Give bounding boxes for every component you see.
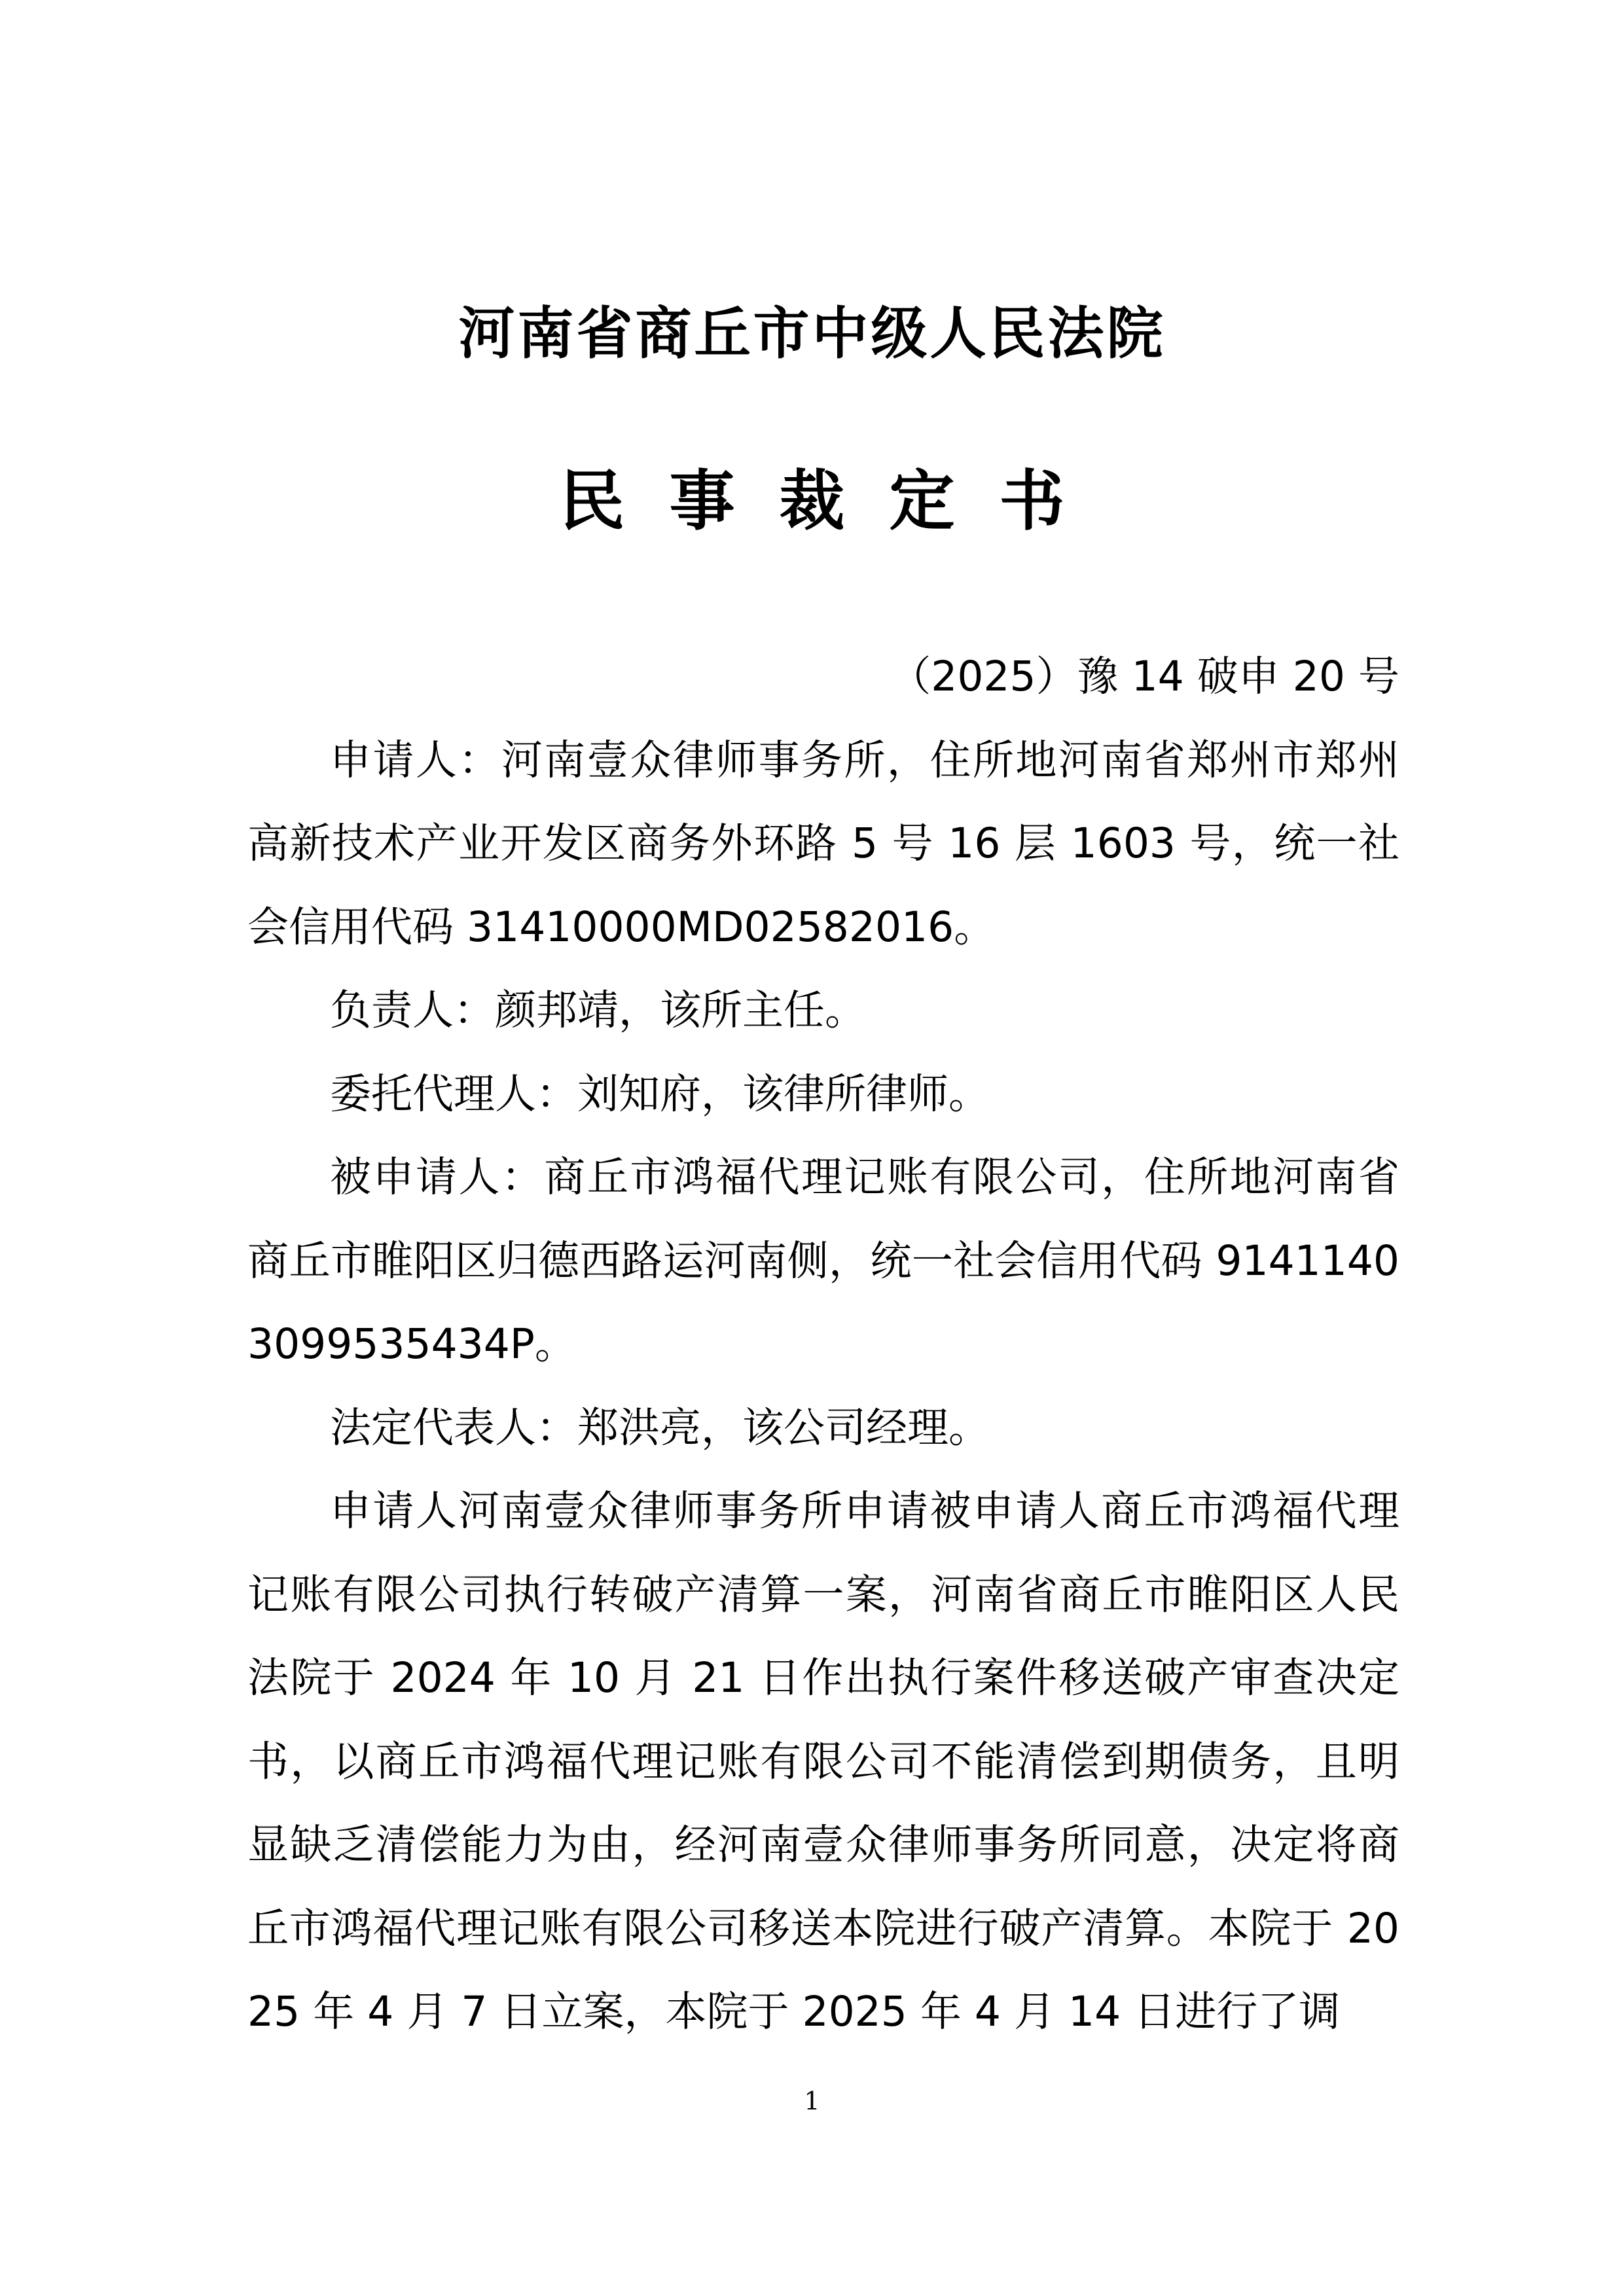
document-type-char: 书: [999, 462, 1065, 539]
page-number: 1: [804, 2087, 820, 2115]
document-body: [247, 635, 1399, 2054]
document-type-char: 裁: [779, 462, 845, 539]
case-facts-paragraph: 申请人河南壹众律师事务所申请被申请人商丘市鸿福代理记账有限公司执行转破产清算一案，河南省商丘市睢阳区人民法院于 2024 年 10 月 21 日作出执行案件移送破产审查决定书，以商丘市鸿福代理记账有限公司不能清偿到期债务，且明显缺乏清偿能力为由，经河南壹众律师事务所同意，决定将商丘市鸿福代理记账有限公司移送本院进行破产清算。本院于 2025 年 4 月 7 日立案，本院于 2025 年 4 月 14 日进行了调: [247, 1487, 1399, 2036]
document-type-char: 民: [559, 462, 625, 539]
court-name: 河南省商丘市中级人民法院: [458, 300, 1166, 367]
applicant-principal-paragraph: 负责人：颜邦靖，该所主任。: [330, 986, 866, 1034]
respondent-paragraph: 被申请人：商丘市鸿福代理记账有限公司，住所地河南省商丘市睢阳区归德西路运河南侧，统一社会信用代码 91411403099535434P。: [247, 1153, 1399, 1368]
document-type-char: 定: [889, 462, 955, 539]
agent-paragraph: 委托代理人：刘知府，该律所律师。: [330, 1069, 990, 1118]
case-number: （2025）豫 14 破申 20 号: [890, 653, 1399, 700]
legal-representative-paragraph: 法定代表人：郑洪亮，该公司经理。: [330, 1403, 990, 1452]
document-type-char: 事: [669, 462, 735, 539]
applicant-paragraph: 申请人：河南壹众律师事务所，住所地河南省郑州市郑州高新技术产业开发区商务外环路 5 号 16 层 1603 号，统一社会信用代码 31410000MD02582016。: [247, 736, 1399, 951]
document-type-title: [0, 458, 1624, 543]
